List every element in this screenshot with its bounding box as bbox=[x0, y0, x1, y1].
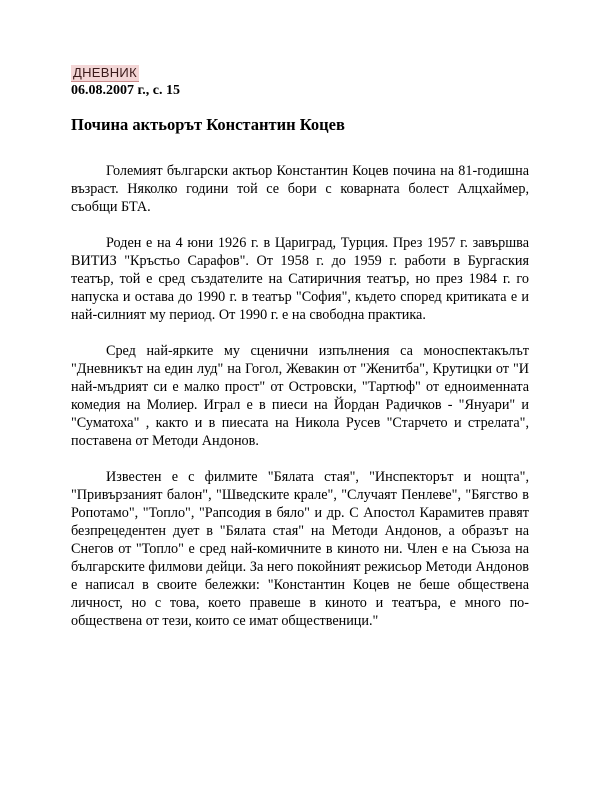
paragraph-1: Големият български актьор Константин Коцев почина на 81-годишна възраст. Няколко години той се бори с коварната болест Алцхаймер, съобщи БТА. bbox=[71, 163, 529, 215]
paragraph-2: Роден е на 4 юни 1926 г. в Цариград, Турция. През 1957 г. завършва ВИТИЗ "Кръстьо Сарафов". От 1958 г. до 1959 г. работи в Бургаския театър, той е сред създателите на Сатиричния театър, но през 1984 г. го напуска и остава до 1990 г. в театър "София", където според критиката е и най-силният му период. От 1990 г. е на свободна практика. bbox=[71, 235, 529, 323]
source-label: ДНЕВНИК bbox=[73, 65, 137, 80]
article-title: Почина актьорът Константин Коцев bbox=[71, 115, 345, 134]
article-body bbox=[71, 162, 529, 630]
paragraph-3: Сред най-ярките му сценични изпълнения са моноспектакълът "Дневникът на един луд" на Гогол, Жевакин от "Женитба", Крутицки от "И най-мъдрият си е малко прост" от Островски, "Тартюф" от едноименната комедия на Молиер. Играл е в пиеси на Йордан Радичков - "Януари" и "Суматоха" , както и в пиесата на Никола Русев "Старчето и стрелата", поставена от Методи Андонов. bbox=[71, 343, 529, 449]
article-page bbox=[71, 64, 529, 648]
date-page-line: 06.08.2007 г., с. 15 bbox=[71, 83, 180, 98]
source-line bbox=[71, 64, 529, 82]
paragraph-4: Известен е с филмите "Бялата стая", "Инспекторът и нощта", "Привързаният балон", "Шведските крале", "Случаят Пенлеве", "Бягство в Ропотамо", "Топло", "Рапсодия в бяло" и др. С Апостол Карамитев правят безпрецедентен дует в "Бялата стая" на Методи Андонов, а образът на Снегов от "Топло" е сред най-комичните в киното ни. Член е на Съюза на българските филмови дейци. За него покойният режисьор Методи Андонов е написал в своите бележки: "Константин Коцев не беше обществена личност, но с това, което правеше в киното и театъра, е много по-обществена от тези, които се имат общественици." bbox=[71, 469, 529, 629]
